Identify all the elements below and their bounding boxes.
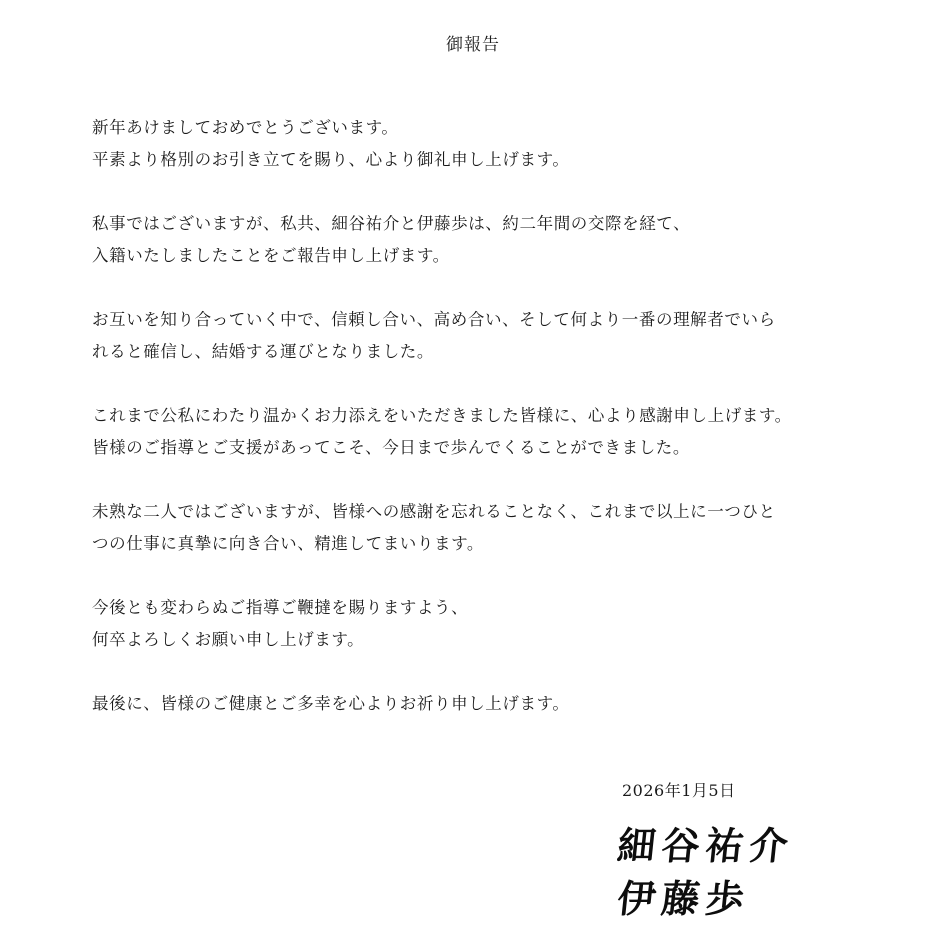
signature-hosoya: 細谷祐介 — [615, 824, 796, 868]
text-line: 新年あけましておめでとうございます。 — [92, 118, 399, 137]
text-line: 今後とも変わらぬご指導ご鞭撻を賜りますよう、 — [92, 598, 469, 617]
text-line: 平素より格別のお引き立てを賜り、心より御礼申し上げます。 — [92, 150, 570, 169]
text-line: 私事ではございますが、私共、細谷祐介と伊藤歩は、約二年間の交際を経て、 — [92, 214, 691, 233]
letter-body — [92, 112, 852, 752]
text-line: これまで公私にわたり温かくお力添えをいただきました皆様に、心より感謝申し上げます。 — [92, 406, 792, 425]
text-line: つの仕事に真摯に向き合い、精進してまいります。 — [92, 534, 484, 553]
document-date: 2026年1月5日 — [622, 781, 736, 800]
paragraph-announcement — [92, 208, 852, 272]
paragraph-request — [92, 592, 852, 656]
paragraph-thanks — [92, 400, 852, 464]
text-line: 入籍いたしましたことをご報告申し上げます。 — [92, 246, 450, 265]
text-line: 最後に、皆様のご健康とご多幸を心よりお祈り申し上げます。 — [92, 694, 570, 713]
text-line: れると確信し、結婚する運びとなりました。 — [92, 342, 434, 361]
text-line: 未熟な二人ではございますが、皆様への感謝を忘れることなく、これまで以上に一つひと — [92, 502, 776, 521]
text-line: 皆様のご指導とご支援があってこそ、今日まで歩んでくることができました。 — [92, 438, 691, 457]
paragraph-greeting — [92, 112, 852, 176]
text-line: 何卒よろしくお願い申し上げます。 — [92, 630, 365, 649]
paragraph-closing — [92, 688, 852, 720]
text-line: お互いを知り合っていく中で、信頼し合い、高め合い、そして何より一番の理解者でいら — [92, 310, 776, 329]
paragraph-reason — [92, 304, 852, 368]
paragraph-resolution — [92, 496, 852, 560]
signature-ito: 伊藤歩 — [615, 877, 752, 921]
document-title: 御報告 — [446, 35, 500, 55]
